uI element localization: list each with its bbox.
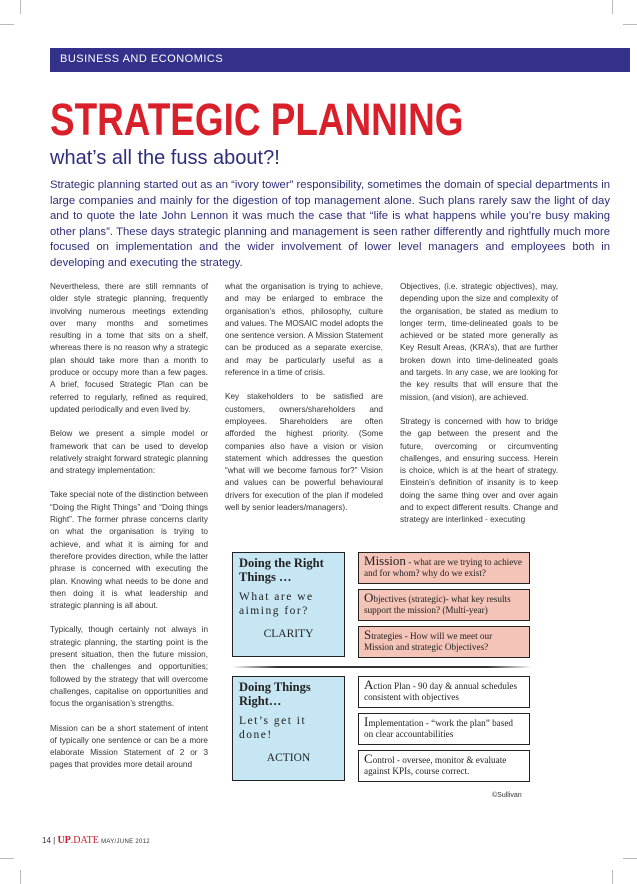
crop-mark <box>20 870 21 884</box>
body-column-3 <box>400 281 558 539</box>
crop-mark <box>623 24 637 25</box>
crop-mark <box>0 858 14 859</box>
objectives-initial: O <box>364 590 374 605</box>
strategies-initial: S <box>364 627 372 642</box>
issue-date: MAY/JUNE 2012 <box>101 839 150 845</box>
paragraph: Objectives, (i.e. strategic objectives), may, depending upon the size and complexity of the organisation, be stated as medium to longer term, time-delineated goals to be achieved or be stated more generally as Key Result Areas, (KRA’s), that are further broken down into time-delineated goals and targets. In any case, we are looking for the key results that will ensure that the mission, (and vision), are achieved. <box>400 282 558 402</box>
crop-mark <box>623 858 637 859</box>
mission-desc: - what are we trying to achieve and for whom? why do we exist? <box>364 557 522 578</box>
control-desc: - oversee, monitor & evaluate against KPIs, course correct. <box>364 755 507 776</box>
mission-box <box>358 552 530 584</box>
paragraph: Mission can be a short statement of intent of typically one sentence or can be a more elaborate Mission Statement of 2 or 3 pages that provides more detail around <box>50 723 208 770</box>
section-label: BUSINESS AND ECONOMICS <box>60 53 224 65</box>
action-title: Doing Things Right… <box>239 680 311 708</box>
clarity-box <box>232 552 345 657</box>
control-initial: C <box>364 751 373 766</box>
article-title: STRATEGIC PLANNING <box>50 94 464 145</box>
implementation-word: mplementation <box>368 718 424 728</box>
magazine-brand: UP <box>57 835 71 846</box>
paragraph: Key stakeholders to be satisfied are customers, owners/shareholders and employees. Shareholders are often afforded the highest priority. (Some companies also have a vision or vision statement which addresses the question “what will we become famous for?” Vision and values can be powerful behavioural drivers for execution of the plan if modeled well by senior leaders/managers). <box>225 392 383 513</box>
strategies-desc: - How will we meet our Mission and strategic Objectives? <box>364 631 493 652</box>
control-word: ontrol <box>372 755 395 765</box>
action-plan-box <box>358 676 530 708</box>
paragraph: Nevertheless, there are still remnants of older style strategic planning, frequently involving numerous meetings extending over many months and sometimes resulting in a tome that sits on a shelf, whereas there is no reason why a strategic plan should take more than a month to produce or occupy more than a few pages. A brief, focused Strategic Plan can be referred to regularly, refined as required, updated periodically and even lived by. <box>50 282 208 414</box>
implementation-initial: I <box>364 714 369 729</box>
crop-mark <box>20 0 21 14</box>
objectives-desc: (strategic)- what key results support the mission? (Multi-year) <box>364 594 511 615</box>
diagram-divider <box>232 666 532 668</box>
strategies-box <box>358 626 530 658</box>
page-footer <box>42 835 150 846</box>
clarity-question: What are we aiming for? <box>239 591 314 617</box>
paragraph: what the organisation is trying to achieve, and may be enlarged to embrace the organisation’s ethos, philosophy, culture and values. The MOSAIC model adopts the one sentence version. A Mission Statement can be produced as a separate exercise, and may be particularly useful as a reference in a time of crisis. <box>225 282 383 378</box>
article-subtitle: what’s all the fuss about?! <box>50 147 280 169</box>
paragraph: Below we present a simple model or framework that can be used to develop relatively straight forward strategic planning and strategy implementation: <box>50 429 208 476</box>
section-band <box>50 48 630 72</box>
crop-mark <box>612 0 613 14</box>
clarity-title: Doing the Right Things … <box>239 556 324 584</box>
objectives-box <box>358 589 530 621</box>
body-column-2 <box>225 281 383 526</box>
objectives-word: bjectives <box>373 594 407 604</box>
action-call: Let’s get it done! <box>239 715 307 741</box>
mosaic-diagram <box>232 552 532 784</box>
paragraph: Take special note of the distinction between “Doing the Right Things” and “Doing things Right”. The former phrase concerns clarity on what the organisation is trying to achieve, and what it is aiming for and therefore provides direction, while the latter phrase is concerned with executing the plan. Knowing what needs to be done and then doing it is what leadership and strategic planning is all about. <box>50 490 208 611</box>
implementation-desc: - “work the plan” based on clear accountabilities <box>364 718 514 739</box>
action-plan-desc: - 90 day & annual schedules consistent with objectives <box>364 681 518 702</box>
paragraph: Strategy is concerned with how to bridge the gap between the present and the future, overcoming or circumventing challenges, and ensuring success. Herein is choice, which is at the heart of strategy. Einstein’s definition of insanity is to keep doing the same thing over and over again and to expect different results. Change and strategy are interlinked - executing <box>400 416 558 525</box>
implementation-box <box>358 713 530 745</box>
action-plan-word: ction Plan <box>373 681 411 691</box>
action-box <box>232 676 345 781</box>
page-number: 14 <box>42 836 51 845</box>
mission-word: ission <box>375 553 406 568</box>
footer-divider: | <box>53 836 56 845</box>
article-lead: Strategic planning started out as an “ivory tower” responsibility, sometimes the domain of special departments in large companies and mainly for the digestion of top management alone. Such plans rarely saw the light of day and to quote the late John Lennon it was much the case that “life is what happens while you’re busy making other plans”. These days strategic planning and management is seen rather differently and rightfully much more focused on implementation and the wider involvement of lower level managers and employees both in developing and executing the strategy. <box>50 179 610 269</box>
strategies-word: trategies <box>371 631 403 641</box>
clarity-label: CLARITY <box>263 628 314 640</box>
crop-mark <box>612 870 613 884</box>
paragraph: Typically, though certainly not always in strategic planning, the starting point is the present situation, then the future mission, then the challenges and opportunities; followed by the strategy that will overcome challenges, capitalise on opportunities and focus the organisation’s strengths. <box>50 625 208 709</box>
magazine-brand-suffix: .DATE <box>70 835 99 846</box>
control-box <box>358 750 530 782</box>
action-label: ACTION <box>266 752 311 764</box>
crop-mark <box>0 24 14 25</box>
action-plan-initial: A <box>364 677 374 692</box>
diagram-credit: ©Sullivan <box>492 792 522 799</box>
body-column-1 <box>50 281 208 784</box>
mission-initial: M <box>364 553 376 568</box>
